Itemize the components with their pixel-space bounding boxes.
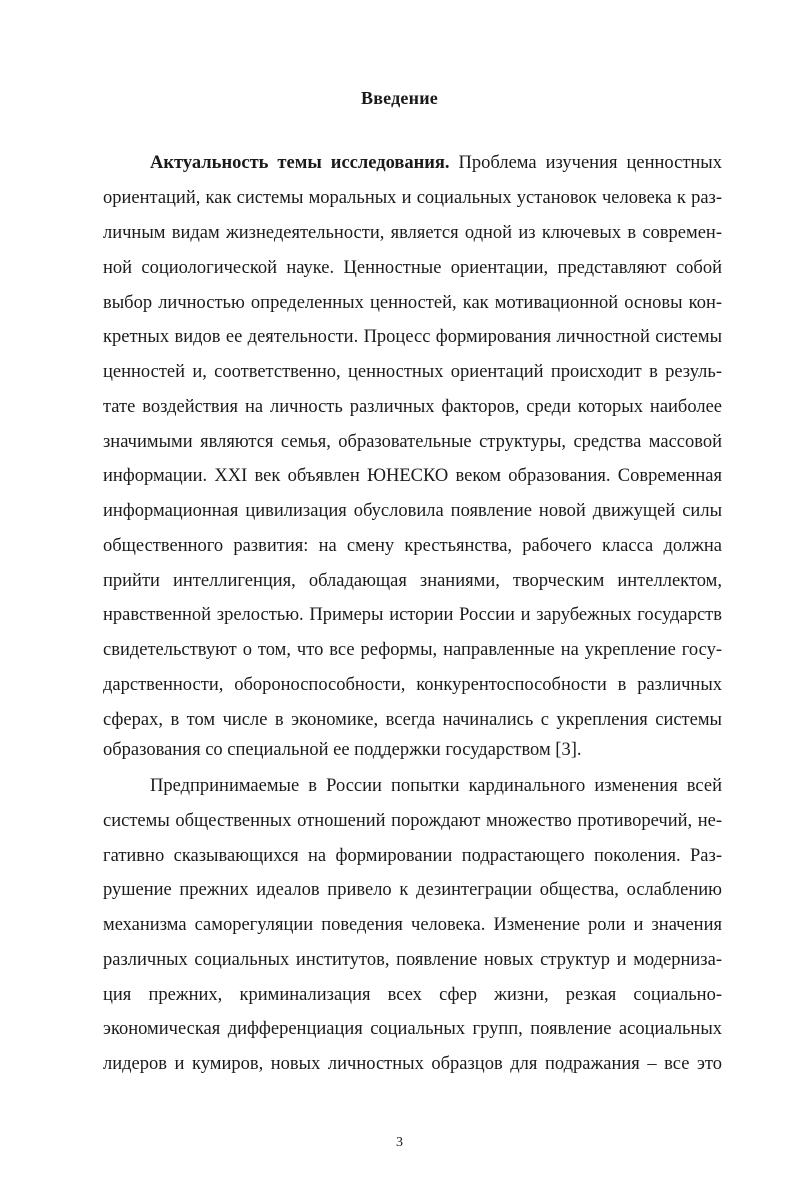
paragraph-2-line-9: лидеров и кумиров, новых личностных образцов для подражания – все это: [103, 1054, 722, 1074]
paragraph-1-line-9: значимыми являются семья, образовательные структуры, средства массовой: [103, 432, 722, 452]
paragraph-1-line-2: ориентаций, как системы моральных и социальных установок человека к раз-: [103, 188, 722, 208]
paragraph-1-line-10: информации. XXI век объявлен ЮНЕСКО веком образования. Современная: [103, 466, 722, 486]
paragraph-1-line-7: ценностей и, соответственно, ценностных ориентаций происходит в резуль-: [103, 362, 722, 382]
paragraph-2-line-8: экономическая дифференциация социальных групп, появление асоциальных: [103, 1019, 722, 1039]
paragraph-1-line-11: информационная цивилизация обусловила появление новой движущей силы: [103, 501, 722, 521]
paragraph-1-line-4: ной социологической науке. Ценностные ориентации, представляют собой: [103, 258, 722, 278]
paragraph-2-line-4: рушение прежних идеалов привело к дезинтеграции общества, ослаблению: [103, 880, 722, 900]
paragraph-1-line-12: общественного развития: на смену крестьянства, рабочего класса должна: [103, 536, 722, 556]
paragraph-2-line-5: механизма саморегуляции поведения человека. Изменение роли и значения: [103, 915, 722, 935]
page-number: 3: [396, 1135, 403, 1150]
paragraph-1-lead: Актуальность темы исследования.: [150, 153, 450, 173]
paragraph-1-line-14: нравственной зрелостью. Примеры истории России и зарубежных государств: [103, 605, 722, 625]
paragraph-1-line-6: кретных видов ее деятельности. Процесс формирования личностной системы: [103, 327, 722, 347]
paragraph-1-line-15: свидетельствуют о том, что все реформы, направленные на укрепление госу-: [103, 640, 722, 660]
paragraph-1-line-8: тате воздействия на личность различных факторов, среди которых наиболее: [103, 397, 722, 417]
document-title: Введение: [361, 88, 438, 108]
paragraph-2-line-3: гативно сказывающихся на формировании подрастающего поколения. Раз-: [103, 846, 722, 866]
paragraph-1-line-1-text: Проблема изучения ценностных: [449, 153, 722, 173]
paragraph-1-line-13: прийти интеллигенция, обладающая знаниями, творческим интеллектом,: [103, 571, 722, 591]
paragraph-1-line-5: выбор личностью определенных ценностей, как мотивационной основы кон-: [103, 293, 722, 313]
paragraph-1-line-1: [150, 151, 722, 175]
paragraph-2-line-6: различных социальных институтов, появление новых структур и модерниза-: [103, 950, 722, 970]
paragraph-2-line-7: ция прежних, криминализация всех сфер жизни, резкая социально-: [103, 985, 722, 1005]
paragraph-1-line-18: образования со специальной ее поддержки государством [3].: [103, 740, 582, 760]
paragraph-1-line-3: личным видам жизнедеятельности, является одной из ключевых в современ-: [103, 223, 722, 243]
paragraph-1-line-17: сферах, в том числе в экономике, всегда начинались с укрепления системы: [103, 710, 722, 730]
paragraph-1-line-16: дарственности, обороноспособности, конкурентоспособности в различных: [103, 675, 722, 695]
paragraph-2-line-1: Предпринимаемые в России попытки кардинального изменения всей: [150, 776, 722, 796]
paragraph-2-line-2: системы общественных отношений порождают множество противоречий, не-: [103, 811, 722, 831]
